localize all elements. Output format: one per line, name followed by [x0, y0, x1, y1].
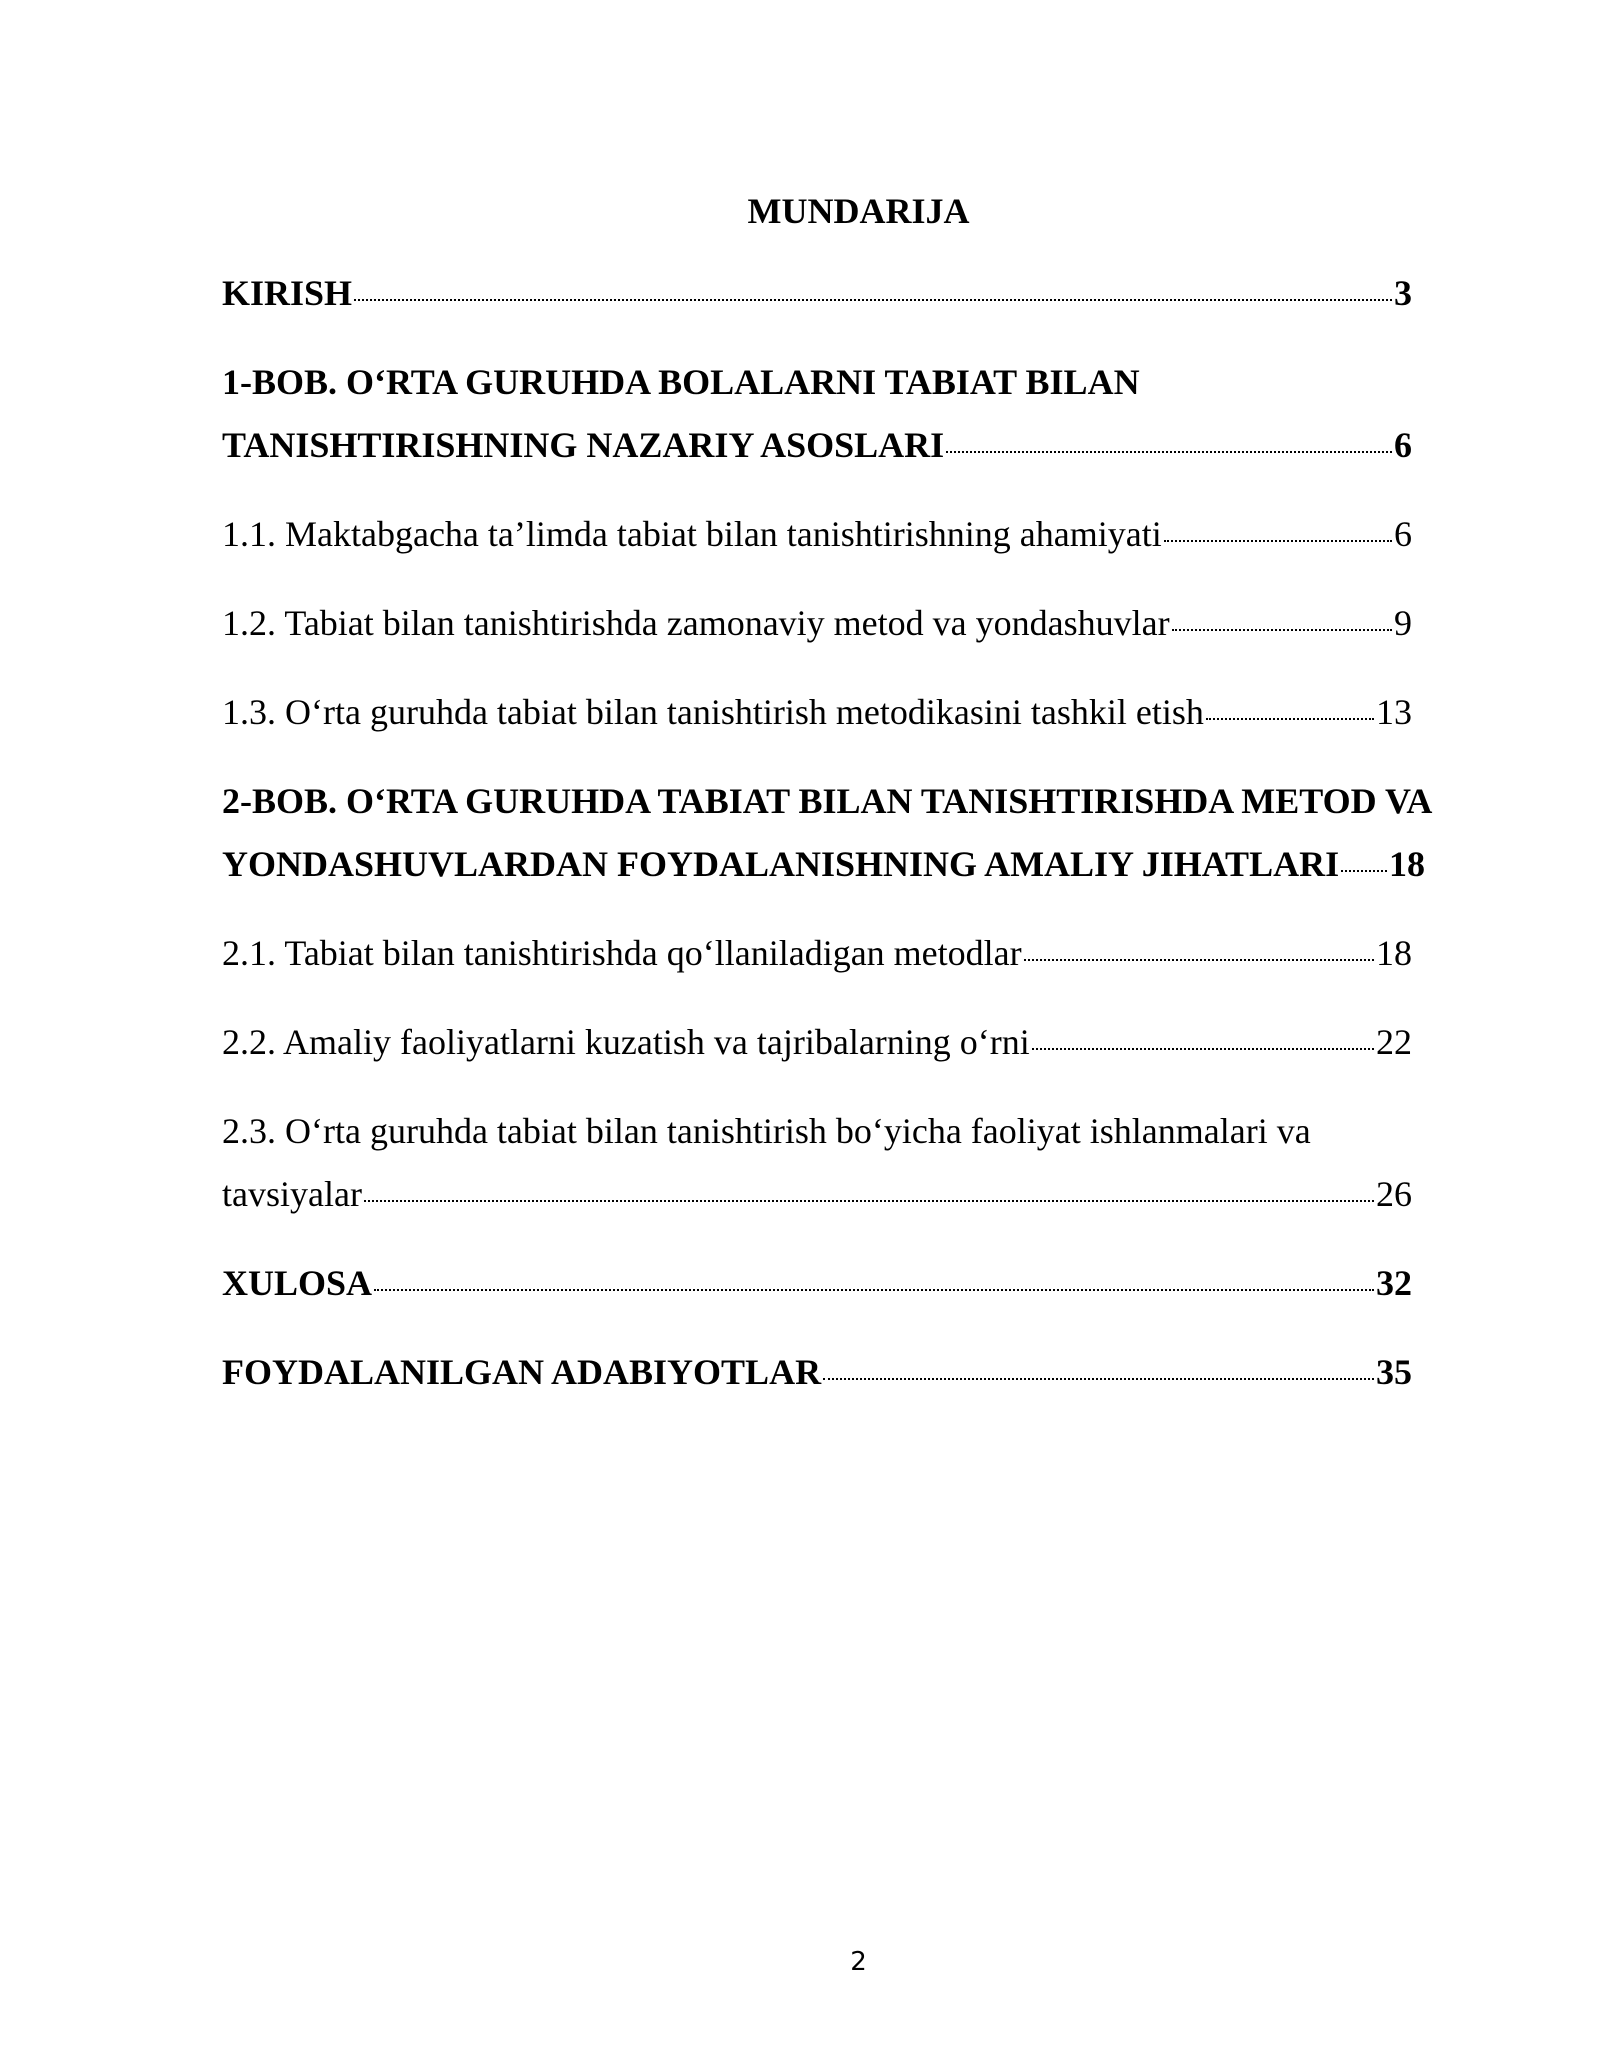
dot-leader: [823, 1378, 1374, 1380]
dot-leader: [374, 1289, 1374, 1291]
toc-entry-row: [222, 833, 1425, 896]
toc-page-number: 3: [1394, 273, 1412, 313]
toc-page-number: 32: [1376, 1263, 1412, 1303]
toc-entry-section-1-2[interactable]: [222, 592, 1412, 655]
page-number: 2: [850, 1947, 867, 1977]
toc-entry-title-line-1: 2-BOB. O‘RTA GURUHDA TABIAT BILAN TANISHTIRISHDA METOD VA: [222, 781, 1433, 821]
toc-entry-section-1-1[interactable]: [222, 503, 1412, 566]
dot-leader: [354, 299, 1392, 301]
toc-entry-section-2-2[interactable]: [222, 1011, 1412, 1074]
toc-entry-title-line-1: 2.3. O‘rta guruhda tabiat bilan tanishtirish bo‘yicha faoliyat ishlanmalari va: [222, 1111, 1311, 1151]
toc-entry-row: [222, 503, 1412, 566]
toc-entry-section-1-3[interactable]: [222, 681, 1412, 744]
toc-page-number: 18: [1389, 844, 1425, 884]
dot-leader: [1206, 718, 1374, 720]
toc-page-number: 6: [1394, 514, 1412, 554]
toc-entry-references[interactable]: [222, 1341, 1412, 1404]
toc-entry-section-2-1[interactable]: [222, 922, 1412, 985]
toc-entry-title: 2.1. Tabiat bilan tanishtirishda qo‘llaniladigan metodlar: [222, 933, 1022, 973]
toc-entry-row: [222, 1163, 1412, 1226]
toc-page-number: 6: [1394, 425, 1412, 465]
toc-entry-row: [222, 414, 1412, 477]
toc-entry-title-line-2: tavsiyalar: [222, 1174, 362, 1214]
toc-entry-title-line-2: TANISHTIRISHNING NAZARIY ASOSLARI: [222, 425, 945, 465]
toc-entry-row: [222, 1341, 1412, 1404]
toc-entry-title: KIRISH: [222, 273, 353, 313]
toc-entry-row: [222, 262, 1412, 325]
toc-page-number: 18: [1376, 933, 1412, 973]
toc-entry-title: XULOSA: [222, 1263, 373, 1303]
toc-page-number: 9: [1394, 603, 1412, 643]
dot-leader: [1164, 540, 1392, 542]
toc-entry-row: [222, 922, 1412, 985]
dot-leader: [1341, 870, 1387, 872]
table-of-contents: [222, 262, 1433, 1430]
toc-entry-title: FOYDALANILGAN ADABIYOTLAR: [222, 1352, 822, 1392]
dot-leader: [1032, 1048, 1374, 1050]
toc-entry-title: 1.2. Tabiat bilan tanishtirishda zamonaviy metod va yondashuvlar: [222, 603, 1170, 643]
toc-entry-kirish[interactable]: [222, 262, 1412, 325]
toc-entry-xulosa[interactable]: [222, 1252, 1412, 1315]
toc-page-number: 13: [1376, 692, 1412, 732]
toc-page-number: 22: [1376, 1022, 1412, 1062]
toc-entry-chapter-2[interactable]: [222, 770, 1433, 896]
toc-entry-row: [222, 681, 1412, 744]
toc-entry-title: 1.1. Maktabgacha ta’limda tabiat bilan tanishtirishning ahamiyati: [222, 514, 1162, 554]
dot-leader: [1024, 959, 1374, 961]
toc-entry-title-line-1: 1-BOB. O‘RTA GURUHDA BOLALARNI TABIAT BILAN: [222, 362, 1140, 402]
dot-leader: [364, 1200, 1374, 1202]
toc-page-number: 35: [1376, 1352, 1412, 1392]
toc-entry-title-line-2: YONDASHUVLARDAN FOYDALANISHNING AMALIY JIHATLARI: [222, 844, 1340, 884]
toc-entry-title: 2.2. Amaliy faoliyatlarni kuzatish va tajribalarning o‘rni: [222, 1022, 1030, 1062]
toc-entry-row: [222, 1252, 1412, 1315]
page-title: MUNDARIJA: [747, 191, 970, 231]
toc-entry-chapter-1[interactable]: [222, 351, 1412, 477]
dot-leader: [946, 451, 1392, 453]
dot-leader: [1172, 629, 1392, 631]
toc-page-number: 26: [1376, 1174, 1412, 1214]
toc-entry-row: [222, 1011, 1412, 1074]
toc-entry-title: 1.3. O‘rta guruhda tabiat bilan tanishtirish metodikasini tashkil etish: [222, 692, 1204, 732]
toc-entry-section-2-3[interactable]: [222, 1100, 1412, 1226]
toc-entry-row: [222, 592, 1412, 655]
